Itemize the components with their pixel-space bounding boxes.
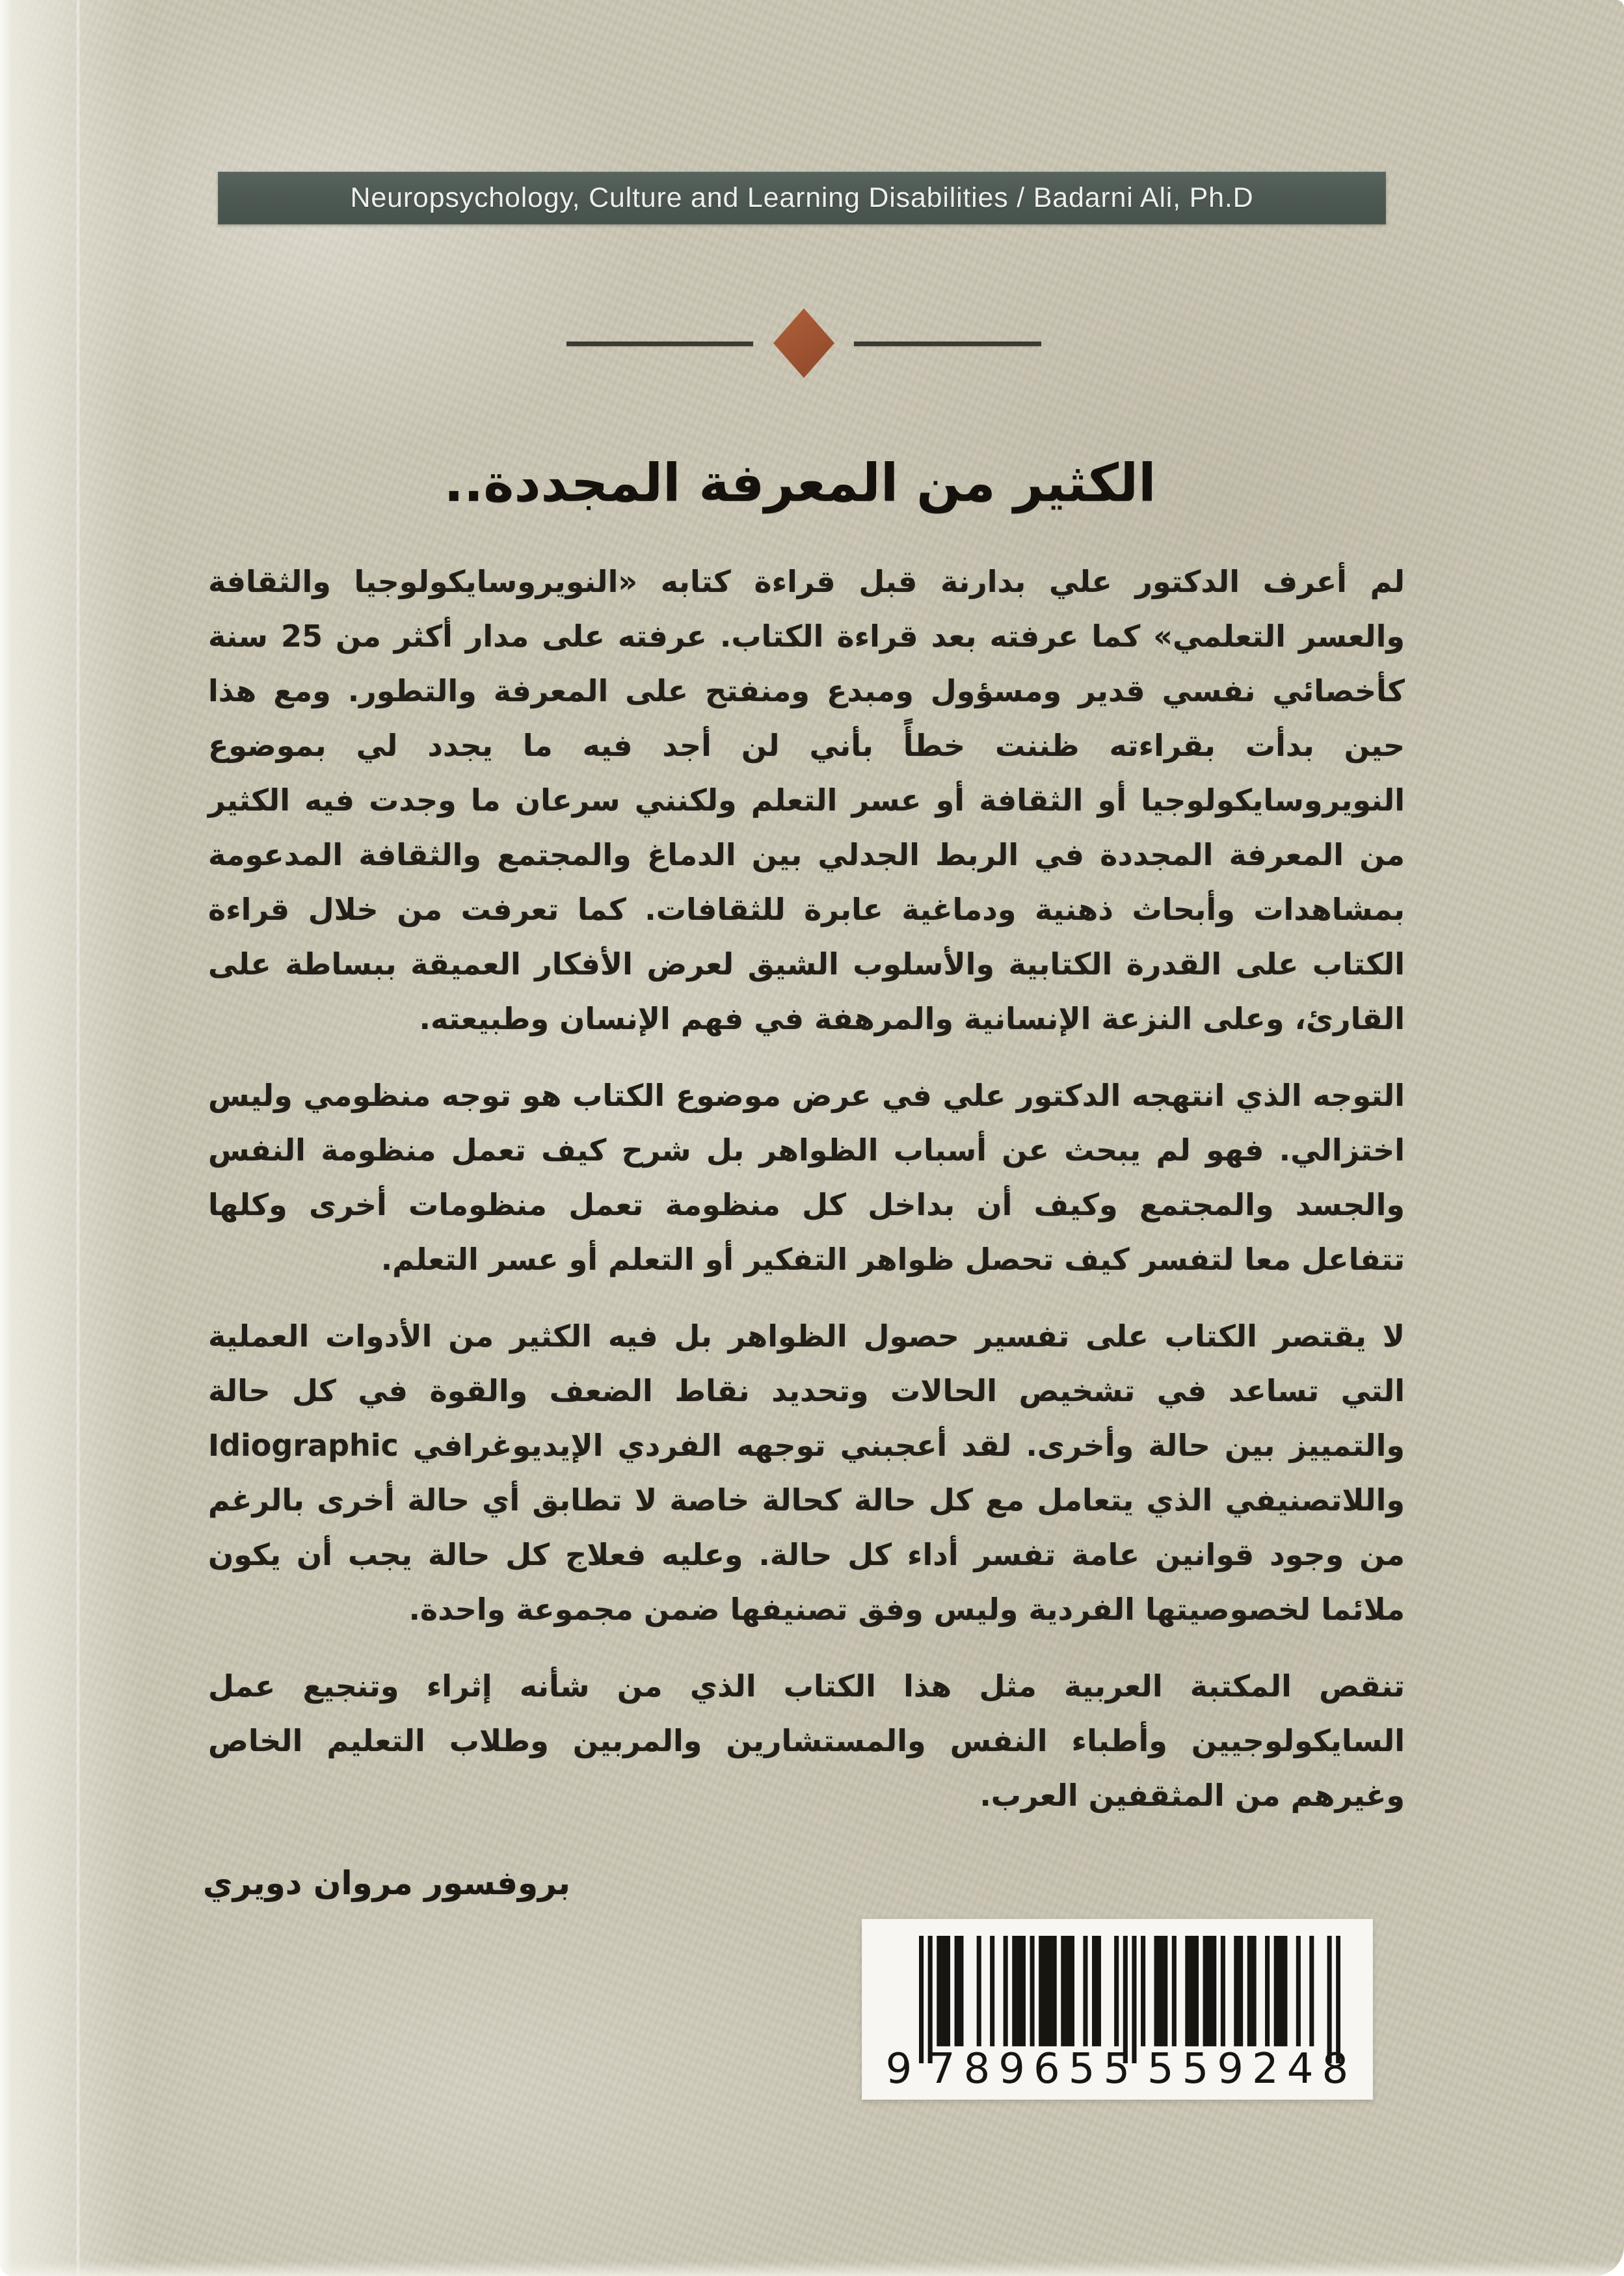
- page-edge-white: [0, 0, 10, 2276]
- barcode-digits: [873, 2044, 1361, 2095]
- diamond-ornament-icon: [773, 308, 834, 378]
- divider-line-right: [854, 341, 1041, 346]
- english-title: Neuropsychology, Culture and Learning Disabilities / Badarni Ali, Ph.D: [350, 182, 1254, 213]
- barcode: [862, 1919, 1373, 2100]
- page-crease-line: [77, 0, 79, 2276]
- barcode-digit-group: 559248: [1147, 2045, 1357, 2093]
- review-paragraph-1: لم أعرف الدكتور علي بدارنة قبل قراءة كتابه «النويروسايكولوجيا والثقافة والعسر التعلمي» كما عرفته بعد قراءة الكتاب. عرفته على مدار أكثر من 25 سنة كأخصائي نفسي قدير ومسؤول ومبدع ومنفتح على المعرفة والتطور. ومع هذا حين بدأت بقراءته ظننت خطأً بأني لن أجد فيه ما يجدد لي بموضوع النويروسايكولوجيا أو الثقافة أو عسر التعلم ولكنني سرعان ما وجدت فيه الكثير من المعرفة المجددة في الربط الجدلي بين الدماغ والمجتمع والثقافة المدعومة بمشاهدات وأبحاث ذهنية ودماغية عابرة للثقافات. كما تعرفت من خلال قراءة الكتاب على القدرة الكتابية والأسلوب الشيق لعرض الأفكار العميقة ببساطة على القارئ، وعلى النزعة الإنسانية والمرهفة في فهم الإنسان وطبيعته.: [208, 564, 1405, 1036]
- review-paragraph-2: التوجه الذي انتهجه الدكتور علي في عرض موضوع الكتاب هو توجه منظومي وليس اختزالي. فهو لم يبحث عن أسباب الظواهر بل شرح كيف تعمل منظومة النفس والجسد والمجتمع وكيف أن بداخل كل منظومة تعمل منظومات أخرى وكلها تتفاعل معا لتفسر كيف تحصل ظواهر التفكير أو التعلم أو عسر التعلم.: [208, 1078, 1405, 1277]
- barcode-digit-group: 789655: [928, 2045, 1139, 2093]
- divider-line-left: [566, 341, 753, 346]
- review-text: [208, 554, 1405, 1823]
- page-edge-bottom: [0, 2262, 1624, 2276]
- barcode-digit-group: 9: [885, 2045, 912, 2093]
- review-paragraph-4: تنقص المكتبة العربية مثل هذا الكتاب الذي من شأنه إثراء وتنجيع عمل السايكولوجيين وأطباء النفس والمستشارين والمربين وطلاب التعليم الخاص وغيرهم من المثقفين العرب.: [208, 1668, 1405, 1813]
- signature: بروفسور مروان دويري: [203, 1864, 570, 1902]
- english-title-band: [218, 172, 1386, 224]
- arabic-title: الكثير من المعرفة المجددة..: [444, 452, 1156, 513]
- review-paragraph-3: لا يقتصر الكتاب على تفسير حصول الظواهر بل فيه الكثير من الأدوات العملية التي تساعد في تشخيص الحالات وتحديد نقاط الضعف والقوة في كل حالة والتمييز بين حالة وأخرى. لقد أعجبني توجهه الفردي الإيديوغرافي Idiographic واللاتصنيفي الذي يتعامل مع كل حالة كحالة خاصة لا تطابق أي حالة أخرى بالرغم من وجود قوانين عامة تفسر أداء كل حالة. وعليه فعلاج كل حالة يجب أن يكون ملائما لخصوصيتها الفردية وليس وفق تصنيفها ضمن مجموعة واحدة.: [208, 1319, 1405, 1627]
- page-edge-light: [10, 0, 140, 2276]
